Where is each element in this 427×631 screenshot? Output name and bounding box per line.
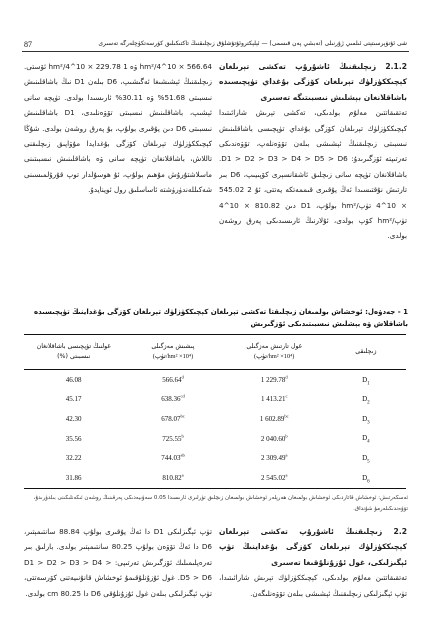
maturity-cell: 810.82$^a$ — [123, 468, 222, 488]
table-header-row — [24, 335, 406, 370]
header-divider — [22, 51, 409, 52]
section-2-1-2-heading: 2.1.2 زىچلىقنىڭ ئاشۇرۇپ تەكشى تېرىلغان كېچىككۈزلۈك تېرىلغان كۆزگى بۇغداي تۈپچىسىدە باشاقلانغان بېشلىش نىسبىتىگە تەسىرى — [219, 62, 407, 102]
section-2-1-2-body: تەتقىقاتتىن مەلۇم بولدىكى، تەكشى تېرىش شارائىتىدا كېچىككۈزلۈك تېرىلغان كۆزگى بۇغداي تۈپچىسى باشاقلىنىش نىسبىتى زىچلىقنىڭ ئېشىشى بىلەن تۆۋەنلەپ، تۆۋەندىكى تەرتىپتە ئۆزگىرىدۇ: D1 > D2 > D3 > D4 > D5 > D6. باشاقلانغان تۈپچە سانى زىچلىق ئاشقانسېرى كۆپىيىپ، D6 بىر تارتىش نۇقتىسىدا ئەڭ يۇقىرى قىممەتكە يەتتى، ئۇ 2 545.02 × 10^4 تۈپ/hm² بولۇپ، D1 دىن 810.82 × 10^4 تۈپ/hm² كۆپ بولدى، ئۇلارنىڭ ئارىسىدىكى پەرق روشەن بولدى. — [219, 108, 407, 241]
section-2-2-heading: 2.2 زىچلىقنىڭ ئاشۇرۇپ تەكشى تېرىلغان كېچىككۈزلۈك تېرىلغان كۆزگى بۇغداينىڭ تۈپ ئېگىزلىكى، غول ئۇزۇنلۇقىغا تەسىرى — [219, 527, 407, 567]
table-row — [24, 390, 406, 410]
rate-cell: 45.17 — [65, 395, 82, 404]
maturity-cell: 725.55$^b$ — [162, 433, 184, 443]
density-cell: $D_3$ — [362, 414, 370, 426]
section-2-1-2-continuation — [24, 59, 212, 305]
density-cell: $D_2$ — [362, 395, 370, 406]
jointing-cell: 1 413.21$^c$ — [260, 394, 288, 404]
section-2-2-body-continued: تۈپ ئېگىزلىكى D1 دا ئەڭ يۇقىرى بولۇپ 88.84 سانتىمېتىر، D6 دا ئەڭ تۆۋەن بولۇپ 80.25 سانتىمېتىر بولدى. بارلىق بىر تەرەپلىمىلىك ئۆزگىرىش تەرتىپى: D1 > D2 > D3 > D4 > D5 > D6. غول ئۇزۇنلۇقىمۇ ئوخشاش قانۇنىيەتنى كۆرسەتتى، تۈپ ئېگىزلىكى بىلەن غول ئۇزۇنلۇقى D6 دا 80.25 cm بولدى. — [24, 527, 212, 598]
density-cell: $D_4$ — [362, 434, 370, 445]
column-header-density: زىچلىقى — [326, 335, 406, 370]
section-2-1-2-body-continued: 566.64 × 10^4/hm² ۋە 1 229.78 × 10^4/hm² ئۆستى. زىچلىقنىڭ ئېشىشىغا ئەگىشىپ، D6 بىلەن D1 نىڭ باشاقلىنىش نىسبىتى 51.68% ۋە 30.11% ئارىسىدا بولدى. تۈپچە سانى ئېشىپ، باشاقلىنىش نىسبىتى تۆۋەنلىدى، D1 باشاقلىنىش نىسبىتى D6 دىن يۇقىرى بولۇپ، بۇ پەرق روشەن بولدى. شۇڭا كېچىككۈزلۈك تېرىلغان كۆزگى بۇغدايدا مۇۋاپىق زىچلىقنى تاللاش، باشاقلانغان تۈپچە سانى ۋە باشاقلىنىش نىسبىتىنى ماسلاشتۇرۇش مۇھىم بولۇپ، ئۇ ھوسۇلدار توپ قۇرۇلمىسىنى شەكىللەندۈرۈشتە ئاساسلىق رول ئوينايدۇ. — [24, 62, 212, 195]
column-header-maturity: پىشىش مەزگىلى (تۈپ/hm² ×10⁴) — [123, 335, 222, 370]
section-2-2-body: تەتقىقاتتىن مەلۇم بولدىكى، كېچىككۈزلۈك تېرىش شارائىتىدا، تۈپ ئېگىزلىكى زىچلىقنىڭ ئېشىشى بىلەن تۆۋەنلىگەن. — [219, 573, 407, 598]
table-row — [24, 370, 406, 390]
section-2-1-2-column — [219, 59, 407, 305]
table-row — [24, 448, 406, 468]
jointing-cell: 2 545.02$^a$ — [223, 468, 326, 488]
maturity-cell: 566.64$^d$ — [162, 374, 184, 384]
density-table — [24, 334, 406, 489]
rate-cell: 31.86 — [24, 468, 123, 488]
rate-cell: 35.56 — [65, 434, 82, 443]
density-cell: $D_1$ — [362, 375, 370, 386]
table-footnote: ئەسكەرتىش: ئوخشاش قاتاردىكى ئوخشاش بولمىغان ھەرپلەر ئوخشاش بولمىغان زىچلىق تۈرلىرى ئارىسىدا 0.05 سەۋىيەدىكى پەرقىنىڭ روشەن ئىكەنلىكىنى بىلدۈرىدۇ، تۆۋەندىكىلەرمۇ شۇنداق. — [33, 495, 408, 512]
table-row — [24, 409, 406, 429]
running-header: شى ئۇنۋېرسىتېتى ئىلمىي ژۇرنىلى (تەبىئىي پەن قىسمى) — ئېلېكتروئۇتۇشلۇق زىچلىقنىڭ تاكتىكىلىق كۆرسەتكۈچلەرگە تەسىرى — [98, 40, 407, 47]
table-caption: 1 - جەدۋەل: ئوخشاش بولمىغان زىچلىقتا تەكشى تېرىلغان كېچىككۈزلۈك تېرىلغان كۆزگى بۇغداينىڭ تۈپچىسىدە باشاقلاش ۋە بېشلىش نىسبىتىدىكى ئۆزگىرىش — [34, 308, 408, 328]
rate-cell: 42.30 — [65, 414, 82, 423]
jointing-cell: 1 229.78$^d$ — [260, 374, 288, 384]
table-row — [24, 468, 406, 488]
jointing-cell: 2 309.49$^a$ — [260, 452, 288, 463]
column-header-rate: غولنىڭ تۈپچىسى باشاقلانغان نىسبىتى (%) — [24, 335, 123, 370]
rate-cell: 46.08 — [65, 375, 82, 384]
column-header-jointing: غول تارتىش مەزگىلى (تۈپ/hm² ×10⁴) — [223, 335, 326, 370]
page-number: 87 — [24, 40, 32, 49]
density-cell: $D_5$ — [362, 453, 370, 465]
maturity-cell: 638.36$^{cd}$ — [161, 394, 185, 404]
jointing-cell: 1 602.89$^{bc}$ — [259, 413, 289, 423]
maturity-cell: 744.03$^{ab}$ — [161, 452, 185, 463]
rate-cell: 32.22 — [65, 454, 82, 463]
jointing-cell: 2 040.60$^b$ — [260, 433, 288, 443]
density-cell: $D_6$ — [326, 468, 406, 488]
section-2-2-continuation — [24, 524, 212, 624]
maturity-cell: 678.07$^{bc}$ — [161, 413, 185, 423]
table-row — [24, 429, 406, 449]
section-2-2-column — [219, 524, 407, 624]
